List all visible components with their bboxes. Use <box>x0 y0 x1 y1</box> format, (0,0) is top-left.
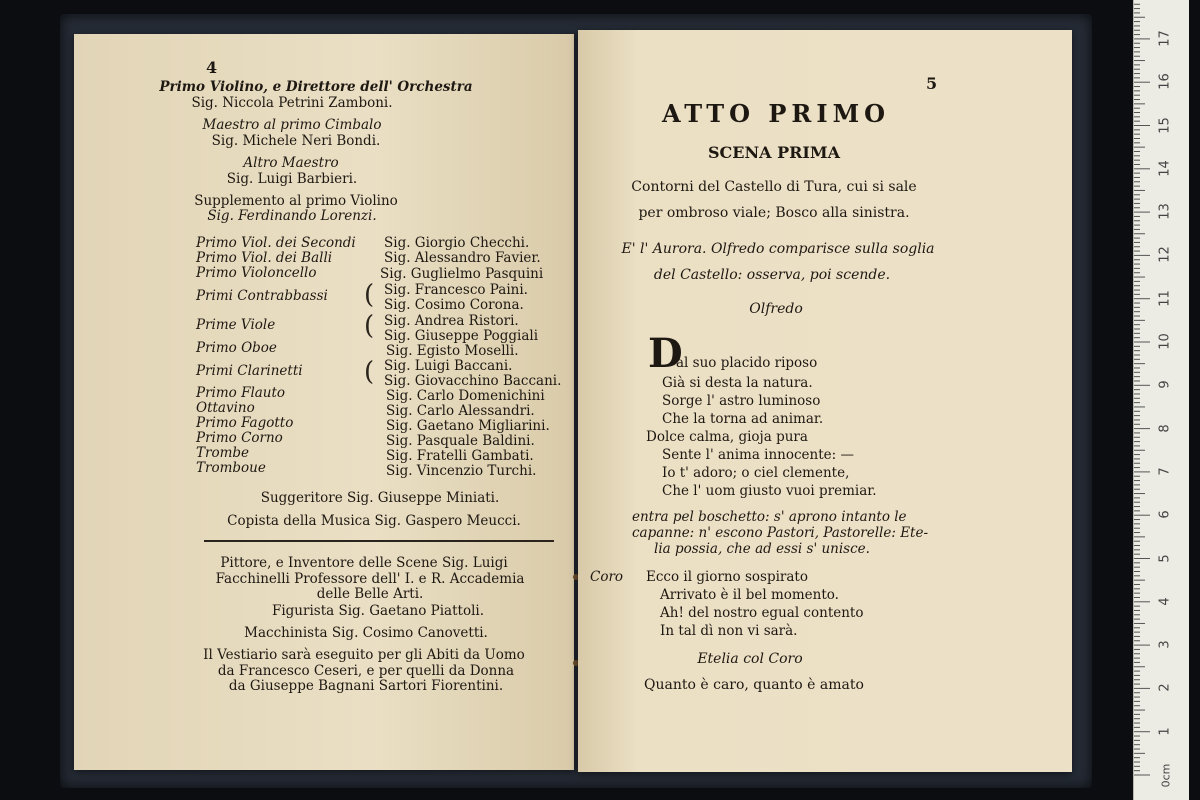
verse-line: Che la torna ad animar. <box>662 411 824 427</box>
setting-line: Contorni del Castello di Tura, cui si sale <box>631 179 917 195</box>
ruler-unit-label: 0cm <box>1159 763 1173 788</box>
ruler-number: 2 <box>1157 683 1173 693</box>
ruler-number: 13 <box>1157 203 1173 220</box>
scene-title: SCENA PRIMA <box>707 143 841 162</box>
roster-role: Trombe <box>196 445 250 461</box>
roster-role: Primo Fagotto <box>196 415 294 431</box>
ruler-number: 11 <box>1157 289 1173 307</box>
roster-role: Primi Contrabbassi <box>196 288 328 304</box>
credit-line: Suggeritore Sig. Giuseppe Miniati. <box>260 490 500 506</box>
verse-line: Già si desta la natura. <box>662 375 813 391</box>
roster-role: Ottavino <box>196 400 255 416</box>
roster-role: Prime Viole <box>196 317 276 333</box>
roster-name: Sig. Fratelli Gambati. <box>386 448 534 464</box>
verse-line: Quanto è caro, quanto è amato <box>644 677 864 693</box>
header-line: Sig. Niccola Petrini Zamboni. <box>191 95 393 111</box>
roster-role: Primo Corno <box>196 430 283 446</box>
ruler-number: 8 <box>1157 423 1173 433</box>
header-line: Sig. Ferdinando Lorenzi. <box>207 208 377 224</box>
left-page <box>74 34 574 770</box>
credit-line: Il Vestiario sarà eseguito per gli Abiti da Uomo <box>203 647 525 663</box>
page-number: 4 <box>206 58 218 77</box>
roster-name: Sig. Pasquale Baldini. <box>386 433 535 449</box>
verse-line: al suo placido riposo <box>676 355 818 371</box>
roster-role: Primo Oboe <box>196 340 277 356</box>
verse-line: Sorge l' astro luminoso <box>662 393 821 409</box>
roster-name: Sig. Giovacchino Baccani. <box>384 373 562 389</box>
setting-line: per ombroso viale; Bosco alla sinistra. <box>638 205 910 221</box>
drop-cap: D <box>648 330 683 377</box>
speaker-name: Olfredo <box>749 301 803 317</box>
ruler-number: 16 <box>1157 73 1173 90</box>
stage-direction: capanne: n' escono Pastori, Pastorelle: Ete- <box>632 525 929 541</box>
verse-line: Arrivato è il bel momento. <box>660 587 839 603</box>
credit-line: Copista della Musica Sig. Gaspero Meucci. <box>227 513 521 529</box>
stage-direction: del Castello: osserva, poi scende. <box>653 267 891 283</box>
roster-name: Sig. Giuseppe Poggiali <box>384 328 539 344</box>
roster-name: Sig. Vincenzio Turchi. <box>386 463 537 479</box>
roster-role: Primo Viol. dei Secondi <box>196 235 356 251</box>
header-line: Sig. Michele Neri Bondi. <box>211 133 381 149</box>
speaker-label: Coro <box>590 569 624 585</box>
ruler-number: 1 <box>1157 727 1173 736</box>
roster-name: Sig. Guglielmo Pasquini <box>380 266 544 282</box>
page-number: 5 <box>926 74 938 93</box>
ruler-number: 6 <box>1157 510 1173 519</box>
roster-role: Primo Viol. dei Balli <box>196 250 333 266</box>
act-title: ATTO PRIMO <box>661 99 891 128</box>
header-line: Sig. Luigi Barbieri. <box>226 171 358 187</box>
roster-name: Sig. Andrea Ristori. <box>384 313 519 329</box>
roster-role: Primo Violoncello <box>196 265 317 281</box>
ruler-number: 10 <box>1157 333 1173 350</box>
header-line: Maestro al primo Cimbalo <box>202 117 382 133</box>
brace: ( <box>364 357 375 387</box>
roster-name: Sig. Cosimo Corona. <box>384 297 524 313</box>
verse-line: Ah! del nostro egual contento <box>660 605 864 621</box>
brace: ( <box>364 311 375 341</box>
brace: ( <box>364 280 375 310</box>
credit-line: Pittore, e Inventore delle Scene Sig. Luigi <box>220 555 508 571</box>
verse-line: Ecco il giorno sospirato <box>646 569 808 585</box>
stage-direction: E' l' Aurora. Olfredo comparisce sulla soglia <box>621 241 935 257</box>
roster-name: Sig. Carlo Domenichini <box>386 388 545 404</box>
ruler-number: 15 <box>1157 116 1173 134</box>
ruler-number: 3 <box>1157 640 1173 649</box>
ruler-number: 17 <box>1157 30 1173 47</box>
credit-line: da Giuseppe Bagnani Sartori Fiorentini. <box>228 678 504 694</box>
roster-name: Sig. Giorgio Checchi. <box>384 235 530 251</box>
roster-name: Sig. Gaetano Migliarini. <box>386 418 550 434</box>
roster-role: Tromboue <box>196 460 266 476</box>
header-line: Primo Violino, e Direttore dell' Orchestra <box>159 79 473 95</box>
measuring-ruler <box>1133 0 1189 800</box>
verse-line: Dolce calma, gioja pura <box>646 429 808 445</box>
header-line: Altro Maestro <box>243 155 339 171</box>
roster-role: Primi Clarinetti <box>196 363 303 379</box>
speaker-name: Etelia col Coro <box>697 651 803 667</box>
credit-line: Macchinista Sig. Cosimo Canovetti. <box>244 625 488 641</box>
verse-line: Sente l' anima innocente: — <box>662 447 854 463</box>
ruler-number: 9 <box>1157 380 1173 389</box>
credit-line: delle Belle Arti. <box>316 586 424 602</box>
roster-name: Sig. Alessandro Favier. <box>384 250 541 266</box>
ruler-number: 4 <box>1157 597 1173 606</box>
verse-line: In tal dì non vi sarà. <box>660 623 798 639</box>
credit-line: Facchinelli Professore dell' I. e R. Accademia <box>215 571 525 587</box>
stage-direction: lia possia, che ad essi s' unisce. <box>654 541 870 557</box>
ruler-number: 14 <box>1157 160 1173 177</box>
header-line: Supplemento al primo Violino <box>194 193 398 209</box>
roster-role: Primo Flauto <box>196 385 286 401</box>
credit-line: Figurista Sig. Gaetano Piattoli. <box>271 603 485 619</box>
verse-line: Io t' adoro; o ciel clemente, <box>662 465 850 481</box>
roster-name: Sig. Luigi Baccani. <box>384 358 513 374</box>
ruler-number: 12 <box>1157 246 1173 264</box>
roster-name: Sig. Francesco Paini. <box>384 282 528 298</box>
right-page <box>578 30 1072 772</box>
ruler-number: 7 <box>1157 467 1173 476</box>
divider-rule <box>204 540 554 542</box>
roster-name: Sig. Carlo Alessandri. <box>386 403 535 419</box>
credit-line: da Francesco Ceseri, e per quelli da Donna <box>217 663 515 679</box>
verse-line: Che l' uom giusto vuoi premiar. <box>662 483 877 499</box>
ruler-number: 5 <box>1157 553 1173 563</box>
stage-direction: entra pel boschetto: s' aprono intanto le <box>632 509 907 525</box>
roster-name: Sig. Egisto Moselli. <box>386 343 519 359</box>
